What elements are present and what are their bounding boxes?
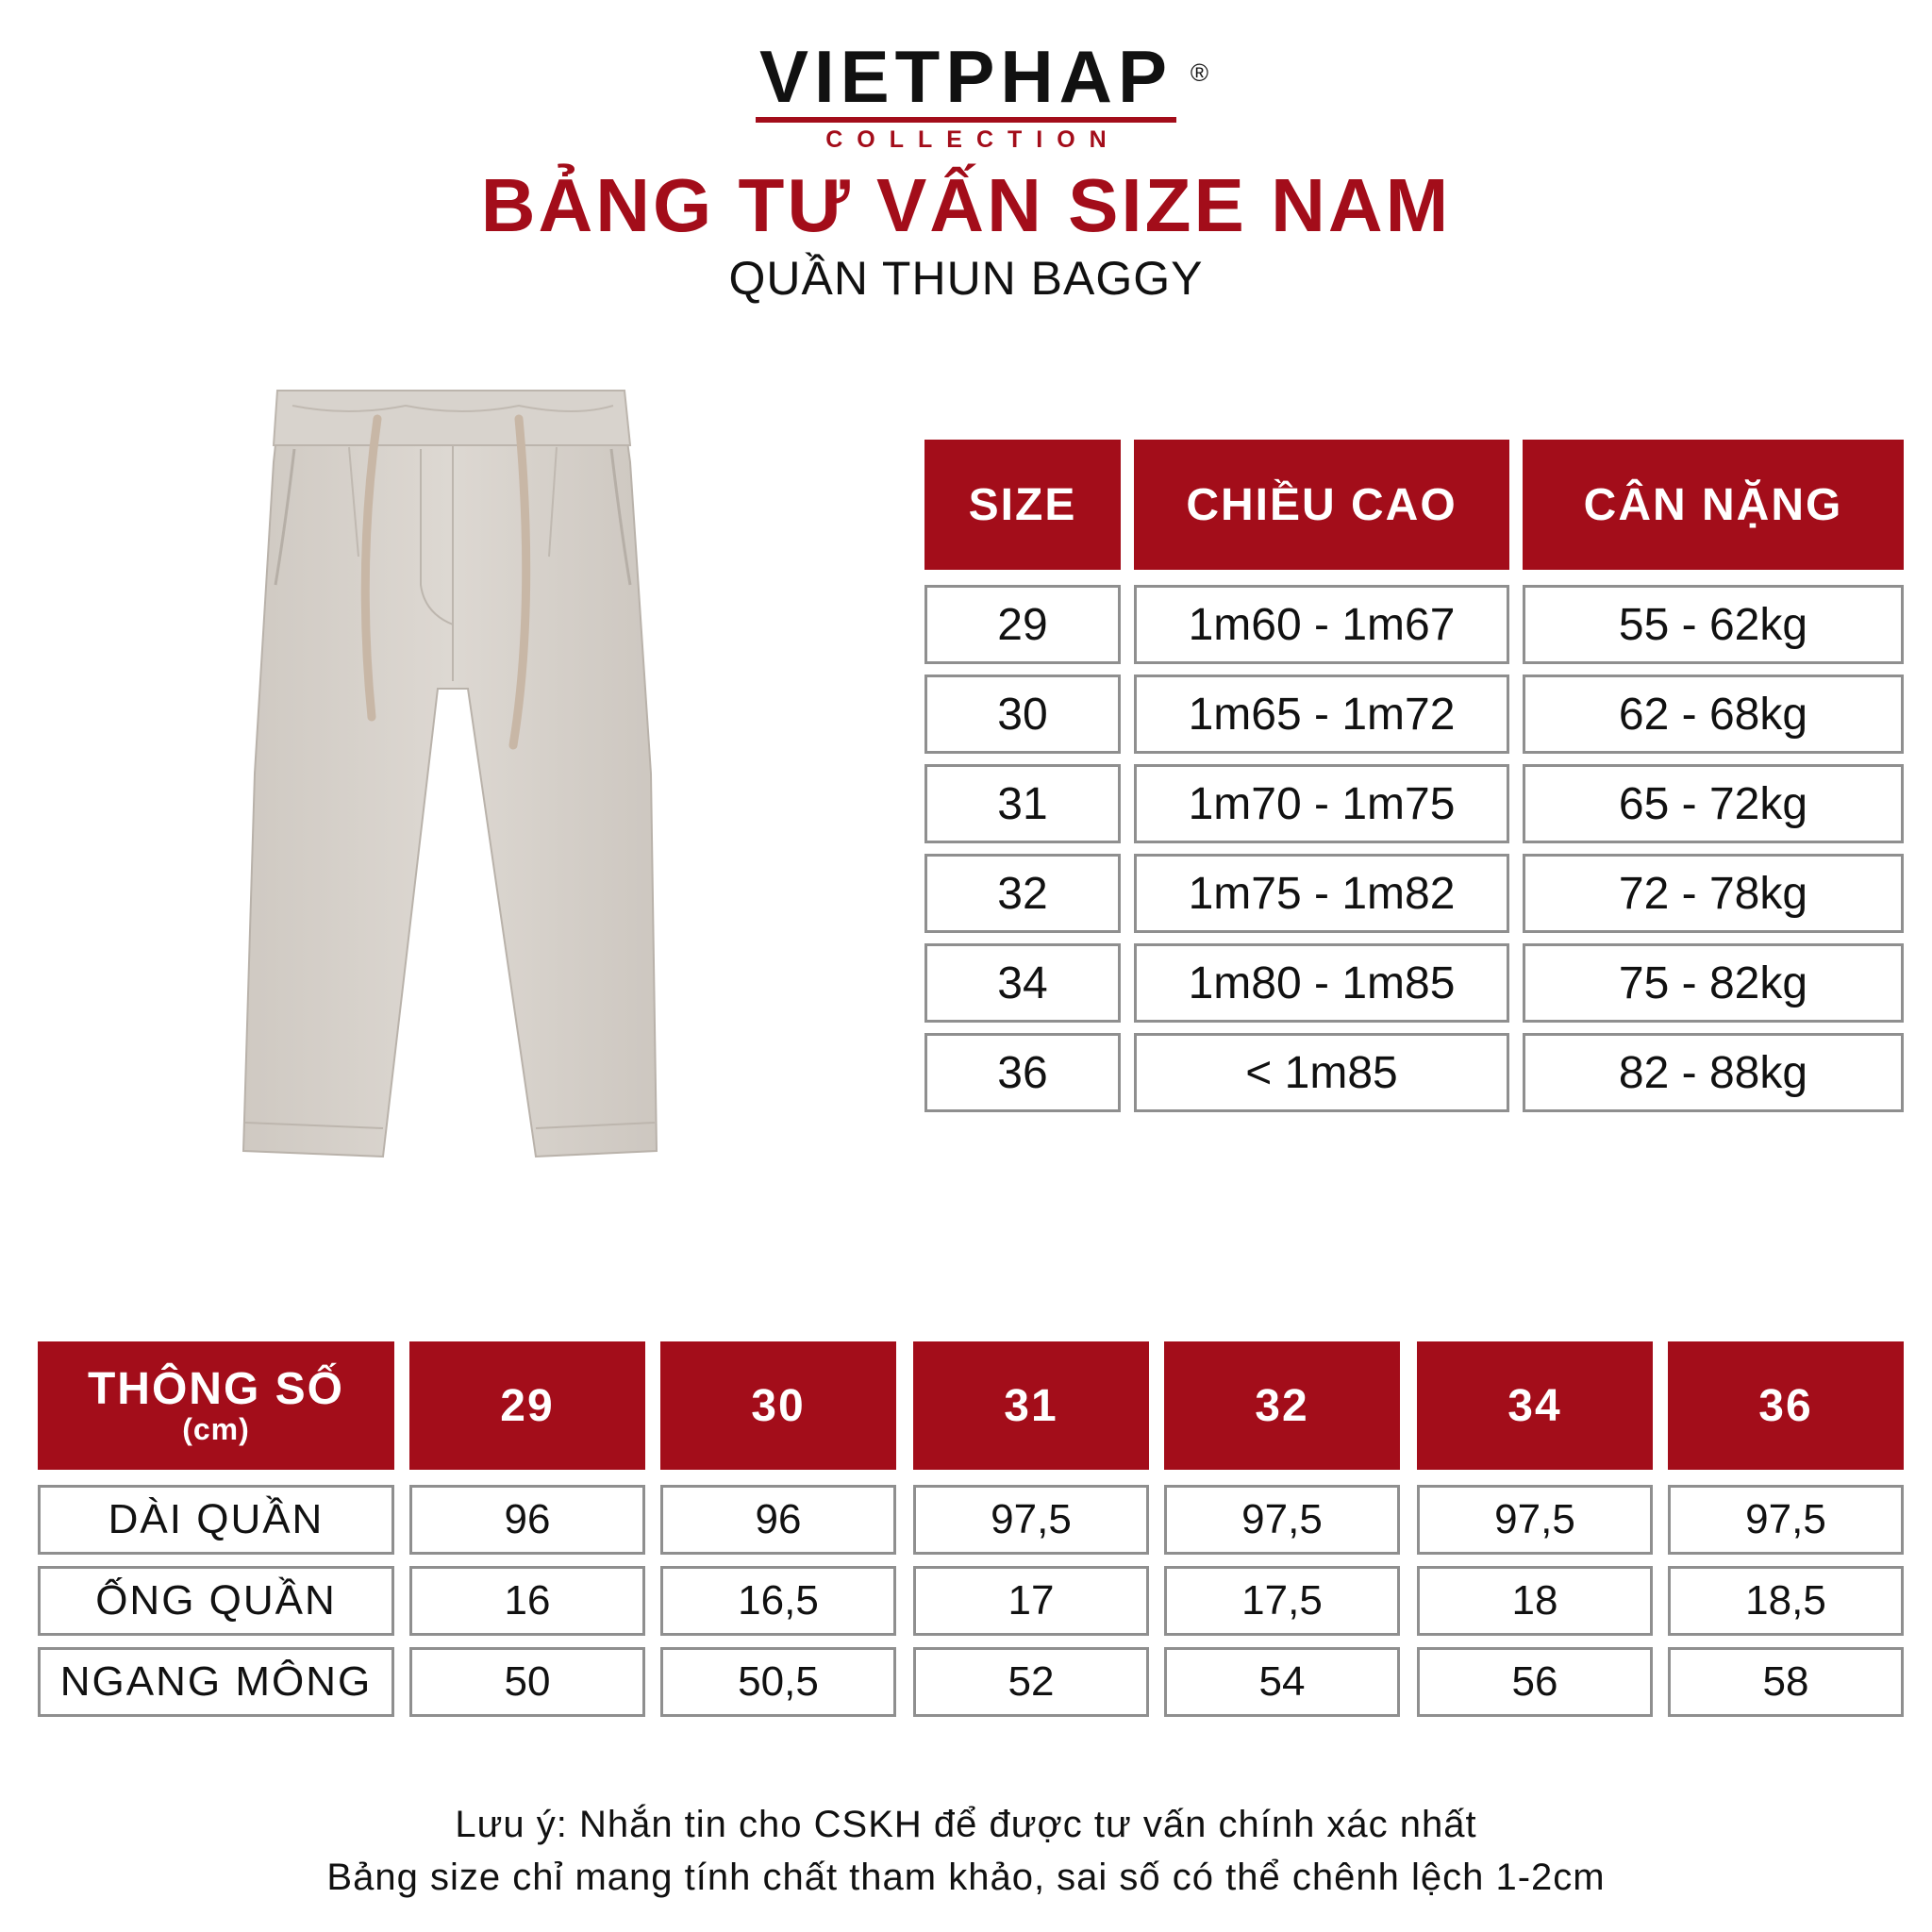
weight-cell: 75 - 82kg xyxy=(1523,943,1904,1023)
value-cell: 18 xyxy=(1417,1566,1653,1636)
header-size-34: 34 xyxy=(1417,1341,1653,1470)
spec-table xyxy=(38,1341,1906,1719)
value-cell: 17,5 xyxy=(1164,1566,1400,1636)
value-cell: 97,5 xyxy=(913,1485,1149,1555)
brand-logo xyxy=(0,35,1932,154)
page-title: BẢNG TƯ VẤN SIZE NAM xyxy=(480,163,1452,247)
row-label: DÀI QUẦN xyxy=(38,1485,394,1555)
size-cell: 34 xyxy=(924,943,1121,1023)
value-cell: 56 xyxy=(1417,1647,1653,1717)
value-cell: 54 xyxy=(1164,1647,1400,1717)
header-spec-label: THÔNG SỐ xyxy=(87,1364,344,1414)
row-label: ỐNG QUẦN xyxy=(38,1566,394,1636)
value-cell: 18,5 xyxy=(1668,1566,1904,1636)
weight-cell: 65 - 72kg xyxy=(1523,764,1904,843)
brand-sub: COLLECTION xyxy=(825,126,1121,153)
weight-cell: 82 - 88kg xyxy=(1523,1033,1904,1112)
value-cell: 17 xyxy=(913,1566,1149,1636)
height-cell: 1m70 - 1m75 xyxy=(1134,764,1509,843)
header-size-31: 31 xyxy=(913,1341,1149,1470)
value-cell: 96 xyxy=(409,1485,645,1555)
value-cell: 97,5 xyxy=(1417,1485,1653,1555)
size-table-header xyxy=(924,440,1906,570)
height-cell: 1m60 - 1m67 xyxy=(1134,585,1509,664)
height-cell: 1m80 - 1m85 xyxy=(1134,943,1509,1023)
weight-cell: 55 - 62kg xyxy=(1523,585,1904,664)
value-cell: 97,5 xyxy=(1164,1485,1400,1555)
value-cell: 16,5 xyxy=(660,1566,896,1636)
value-cell: 96 xyxy=(660,1485,896,1555)
height-cell: 1m65 - 1m72 xyxy=(1134,675,1509,754)
value-cell: 50,5 xyxy=(660,1647,896,1717)
page-subtitle: QUẦN THUN BAGGY xyxy=(728,252,1204,305)
header-size-32: 32 xyxy=(1164,1341,1400,1470)
size-cell: 36 xyxy=(924,1033,1121,1112)
pants-image xyxy=(236,377,670,1170)
weight-cell: 62 - 68kg xyxy=(1523,675,1904,754)
value-cell: 58 xyxy=(1668,1647,1904,1717)
value-cell: 50 xyxy=(409,1647,645,1717)
registered-mark: ® xyxy=(1190,58,1209,87)
weight-cell: 72 - 78kg xyxy=(1523,854,1904,933)
value-cell: 52 xyxy=(913,1647,1149,1717)
brand-name-text: VIETPHAP xyxy=(758,35,1174,118)
header-spec xyxy=(38,1341,394,1470)
header-height: CHIỀU CAO xyxy=(1134,440,1509,570)
height-cell: 1m75 - 1m82 xyxy=(1134,854,1509,933)
row-label: NGANG MÔNG xyxy=(38,1647,394,1717)
size-cell: 32 xyxy=(924,854,1121,933)
header-size-36: 36 xyxy=(1668,1341,1904,1470)
header-weight: CÂN NẶNG xyxy=(1523,440,1904,570)
size-table xyxy=(924,440,1906,1113)
size-cell: 31 xyxy=(924,764,1121,843)
value-cell: 97,5 xyxy=(1668,1485,1904,1555)
notes xyxy=(0,1798,1932,1904)
header-size: SIZE xyxy=(924,440,1121,570)
note-line: Bảng size chỉ mang tính chất tham khảo, sai số có thể chênh lệch 1-2cm xyxy=(326,1857,1606,1898)
height-cell: < 1m85 xyxy=(1134,1033,1509,1112)
brand-name xyxy=(756,35,1209,123)
note-line: Lưu ý: Nhắn tin cho CSKH để được tư vấn chính xác nhất xyxy=(455,1804,1477,1845)
size-cell: 29 xyxy=(924,585,1121,664)
size-cell: 30 xyxy=(924,675,1121,754)
header-size-29: 29 xyxy=(409,1341,645,1470)
value-cell: 16 xyxy=(409,1566,645,1636)
header-size-30: 30 xyxy=(660,1341,896,1470)
header-spec-unit: (cm) xyxy=(182,1412,250,1446)
